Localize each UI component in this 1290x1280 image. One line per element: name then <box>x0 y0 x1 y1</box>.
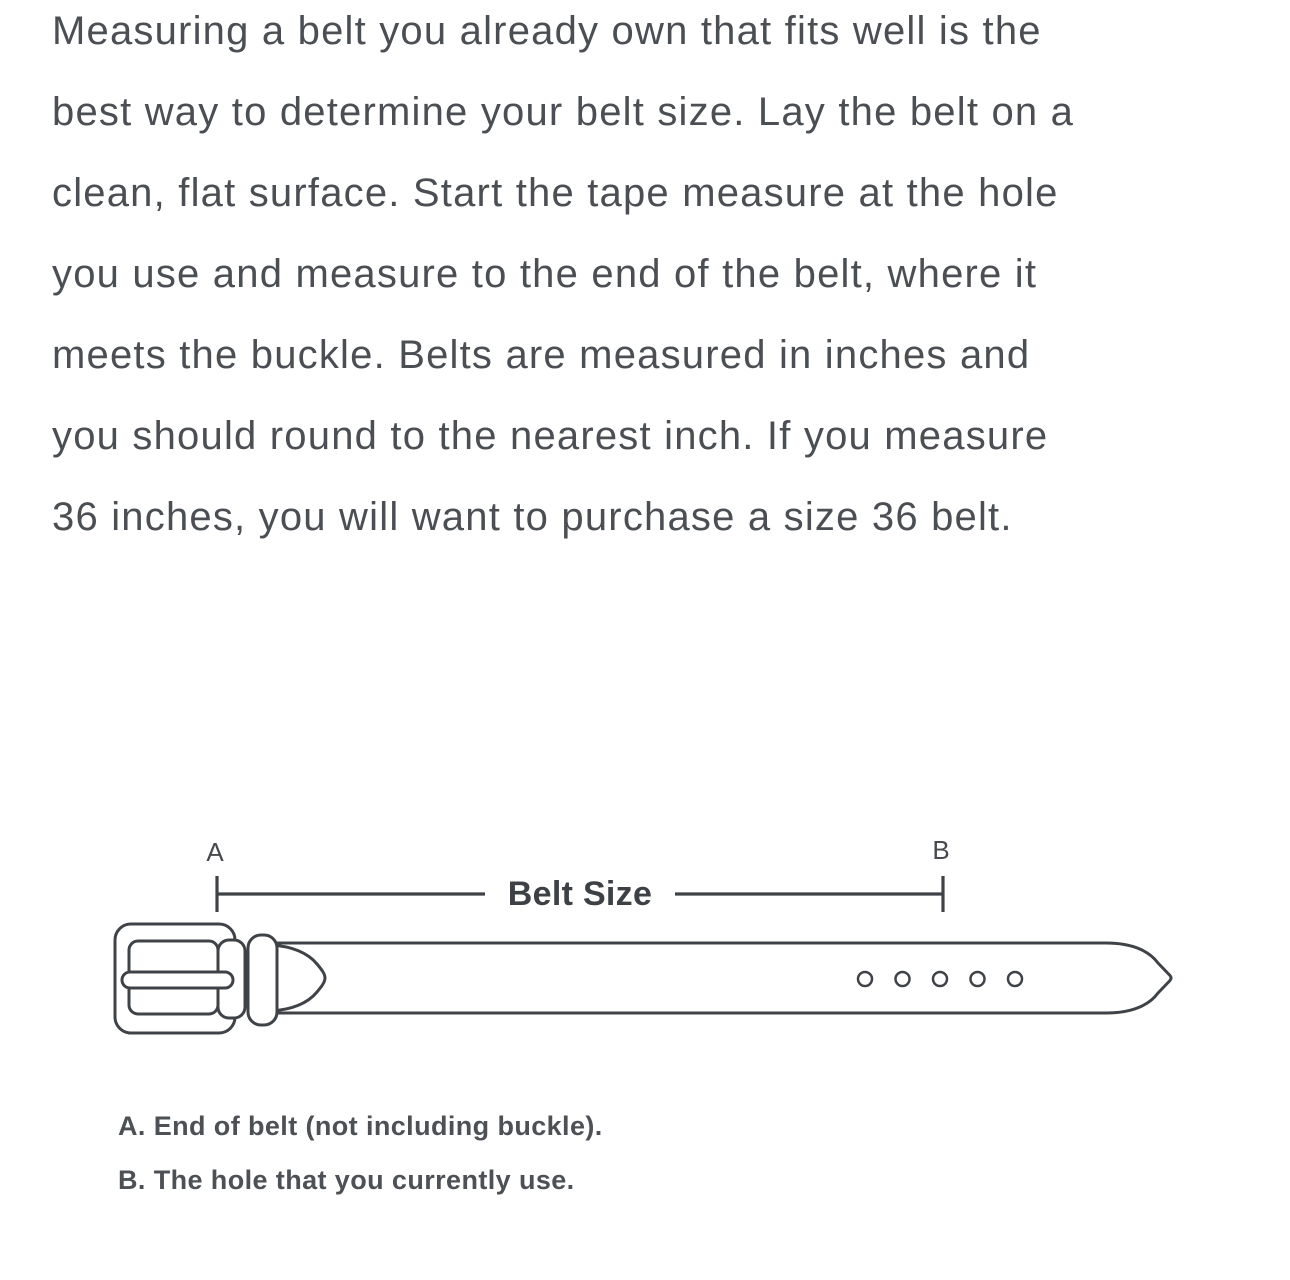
belt-diagram <box>0 820 1290 1080</box>
belt-strap <box>262 943 1171 1013</box>
measuring-instructions <box>52 0 1252 558</box>
paragraph-line: clean, flat surface. Start the tape measure at the hole <box>52 171 1059 215</box>
paragraph-line: best way to determine your belt size. Lay the belt on a <box>52 90 1075 134</box>
paragraph-line: 36 inches, you will want to purchase a size 36 belt. <box>52 495 1013 539</box>
belt-hole <box>858 972 872 986</box>
paragraph-line: you use and measure to the end of the belt, where it <box>52 252 1038 296</box>
caption-a: A. End of belt (not including buckle). <box>118 1111 603 1141</box>
buckle-prong <box>122 972 233 988</box>
belt-hole <box>1008 972 1022 986</box>
belt-hole <box>971 972 985 986</box>
paragraph-line: meets the buckle. Belts are measured in inches and <box>52 333 1031 377</box>
diagram-label-a: A <box>206 837 224 867</box>
caption-b: B. The hole that you currently use. <box>118 1165 575 1195</box>
belt-size-label: Belt Size <box>507 875 653 913</box>
paragraph-line: Measuring a belt you already own that fits well is the <box>52 9 1042 53</box>
diagram-label-b: B <box>932 835 950 865</box>
belt-hole <box>896 972 910 986</box>
belt-hole <box>933 972 947 986</box>
belt-keeper <box>248 935 277 1025</box>
paragraph-line: you should round to the nearest inch. If you measure <box>52 414 1049 458</box>
belt-illustration <box>115 924 1171 1033</box>
